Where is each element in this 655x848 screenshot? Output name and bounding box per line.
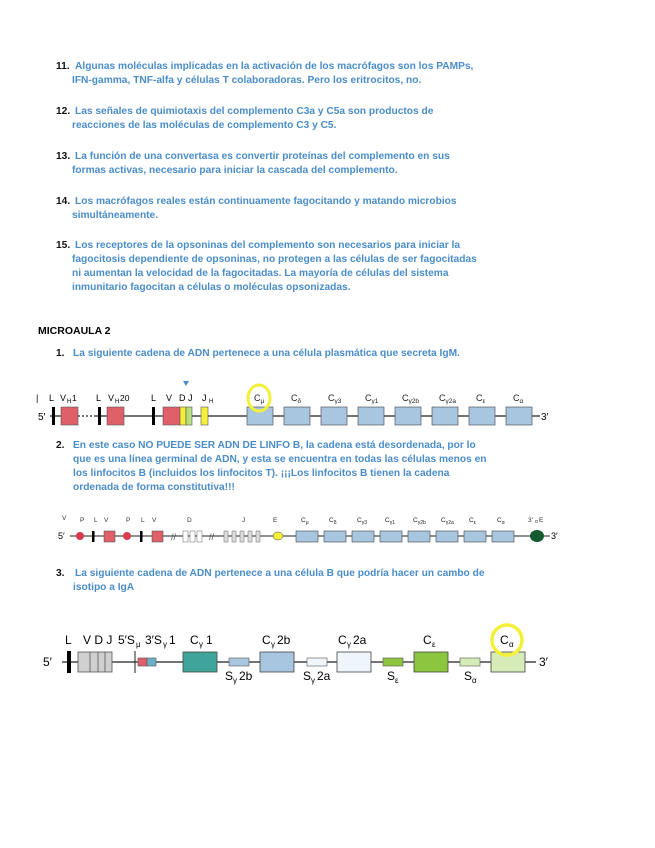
svg-text:2a: 2a [317, 669, 331, 683]
svg-text:S: S [225, 669, 234, 683]
item-line: Algunas moléculas implicadas en la activación de los macrófagos son los PAMPs, [75, 61, 474, 72]
svg-text:C: C [190, 633, 199, 647]
item-number: 3. [56, 568, 65, 579]
svg-text:V: V [60, 393, 67, 403]
svg-text:V: V [152, 517, 157, 524]
svg-text:H: H [209, 399, 214, 405]
svg-text:E: E [273, 517, 278, 524]
svg-text:J: J [202, 393, 207, 403]
section-title: MICROAULA 2 [38, 325, 111, 337]
svg-text:C: C [262, 633, 271, 647]
svg-text://: // [171, 532, 177, 542]
item-number: 12. [56, 106, 71, 117]
dna-diagram-class-switch [0, 618, 655, 693]
svg-text:J: J [242, 517, 246, 524]
list-item-13 [56, 150, 616, 178]
constant-label-5: $C_{\gamma 2a}$ [441, 517, 454, 526]
svg-text:S: S [303, 669, 312, 683]
list-item-1 [56, 347, 626, 361]
constant-exon-0 [296, 531, 318, 542]
vh20-exon [107, 407, 124, 425]
constant-exon-2 [321, 407, 347, 425]
svg-text:γ: γ [199, 640, 203, 649]
svg-text:V: V [62, 515, 67, 522]
list-item-15 [56, 239, 616, 295]
vh1-exon [61, 407, 78, 425]
five-prime-label: 5′ [38, 412, 46, 423]
item-line: inmunitario fagocitan a células o moléculas opsonizadas. [72, 282, 351, 293]
svg-text:α: α [472, 676, 477, 685]
svg-text:S: S [464, 669, 473, 683]
leader-label: L [49, 393, 55, 403]
svg-text:1: 1 [72, 393, 77, 403]
constant-exon-1 [324, 531, 346, 542]
svg-text:γ: γ [163, 640, 167, 649]
item-line: que es una línea germinal de ADN, y esta se encuentra en todas las células menos en [73, 454, 487, 465]
svg-text:1: 1 [169, 633, 176, 647]
constant-label-5: $C_{\gamma 2a}$ [439, 393, 456, 405]
dna-diagram-plasma-cell [0, 376, 655, 430]
svg-text:ε: ε [395, 676, 399, 685]
svg-text:2b: 2b [239, 669, 253, 683]
item-line: IFN-gamma, TNF-alfa y células T colaboradoras. Pero los eritrocitos, no. [72, 75, 422, 86]
constant-label-2: $C_{\gamma 3}$ [328, 393, 342, 405]
constant-label-0: $C_\mu$ [301, 517, 309, 526]
dna-diagram-germline [0, 512, 655, 552]
list-item-2 [56, 439, 636, 495]
svg-text:E: E [539, 517, 544, 524]
constant-exon-4 [408, 531, 430, 542]
constant-exon-5 [436, 531, 458, 542]
item-line: Los receptores de la opsoninas del complemento son necesarios para iniciar la [75, 240, 460, 251]
constant-exon-5 [432, 407, 458, 425]
item-number: 11. [56, 61, 70, 72]
three-prime-label: 3′ [541, 412, 549, 423]
svg-text:3′: 3′ [528, 517, 533, 524]
constant-label-1: $C_\delta$ [329, 517, 337, 526]
svg-text:C: C [423, 633, 432, 647]
item-line: isotipo a IgA [73, 582, 135, 593]
svg-text:ε: ε [432, 640, 436, 649]
svg-text:L: L [151, 393, 157, 403]
constant-region-group [296, 517, 514, 542]
svg-text:3′S: 3′S [145, 633, 162, 647]
svg-text://: // [209, 532, 215, 542]
item-line: En este caso NO PUEDE SER ADN DE LINFO B, la cadena está desordenada, por lo [73, 440, 476, 451]
svg-text:L: L [65, 633, 72, 647]
item-number: 15. [56, 240, 71, 251]
svg-text:3′: 3′ [551, 531, 558, 541]
item-line: Las señales de quimiotaxis del complemento C3a y C5a son productos de [75, 106, 434, 117]
vdj-v-exon [163, 407, 180, 425]
svg-text:H: H [115, 399, 120, 405]
constant-exon-6 [464, 531, 486, 542]
svg-text:P: P [80, 517, 85, 524]
item-line: fagocitosis dependiente de opsoninas, no protegen a las células de ser fagocitadas [72, 254, 477, 265]
svg-text:2b: 2b [277, 633, 291, 647]
svg-text:20: 20 [120, 393, 130, 403]
list-item-12 [56, 105, 616, 133]
svg-text:1: 1 [206, 633, 213, 647]
svg-text:5′: 5′ [58, 531, 65, 541]
constant-label-4: $C_{\gamma 2b}$ [402, 393, 419, 405]
constant-exon-3 [358, 407, 384, 425]
svg-text:V D J: V D J [83, 633, 113, 647]
item-number: 2. [56, 440, 65, 451]
constant-exon-1 [284, 407, 310, 425]
constant-exon-7 [506, 407, 532, 425]
constant-exon-6 [469, 407, 495, 425]
svg-text:S: S [387, 669, 396, 683]
item-line: ni aumentan la velocidad de la fagocitadas. La mayoría de células del sistema [72, 268, 449, 279]
item-line: formas activas, necesario para iniciar la cascada del complemento. [72, 165, 398, 176]
svg-text:5′S: 5′S [118, 633, 135, 647]
list-item-14 [56, 195, 616, 223]
svg-text:|: | [36, 393, 39, 403]
svg-text:V: V [166, 393, 173, 403]
svg-text:α: α [535, 519, 538, 525]
svg-text:γ: γ [311, 676, 315, 685]
svg-text:γ: γ [233, 676, 237, 685]
svg-text:3′: 3′ [539, 655, 548, 669]
item-number: 13. [56, 151, 71, 162]
constant-label-6: $C_\varepsilon$ [469, 517, 476, 526]
list-item-3 [56, 567, 636, 595]
item-line: La siguiente cadena de ADN pertenece a una célula plasmática que secreta IgM. [73, 348, 460, 359]
svg-text:α: α [509, 640, 514, 649]
svg-text:L: L [96, 393, 102, 403]
item-line: los linfocitos B (incluidos los linfocitos T). ¡¡¡Los linfocitos B tienen la cadena [73, 468, 450, 479]
svg-text:V: V [104, 517, 109, 524]
svg-text:γ: γ [347, 640, 351, 649]
svg-text:5′: 5′ [43, 655, 52, 669]
item-number: 1. [56, 348, 65, 359]
constant-label-4: $C_{\gamma 2b}$ [413, 517, 426, 526]
item-line: Los macrófagos reales están continuamente fagocitando y matando microbios [75, 196, 457, 207]
svg-text:γ: γ [271, 640, 275, 649]
item-line: La función de una convertasa es convertir proteínas del complemento en sus [75, 151, 450, 162]
constant-label-7: $C_\alpha$ [513, 393, 524, 405]
list-item-11 [56, 60, 616, 88]
svg-text:2a: 2a [353, 633, 367, 647]
item-line: ordenada de forma constitutiva!!! [73, 482, 235, 493]
item-line: La siguiente cadena de ADN pertenece a una célula B que podría hacer un cambo de [75, 568, 485, 579]
item-line: simultáneamente. [72, 210, 159, 221]
constant-label-6: $C_\varepsilon$ [476, 393, 486, 405]
svg-text:D J: D J [179, 393, 193, 403]
constant-label-2: $C_{\gamma 3}$ [357, 517, 367, 526]
arrow-marker-icon [183, 381, 189, 386]
constant-label-0: $C_\mu$ [254, 393, 265, 405]
svg-text:C: C [500, 633, 509, 647]
constant-exon-2 [352, 531, 374, 542]
constant-exon-3 [380, 531, 402, 542]
svg-text:C: C [338, 633, 347, 647]
svg-text:H: H [67, 399, 72, 405]
item-number: 14. [56, 196, 71, 207]
svg-text:L: L [141, 517, 145, 524]
svg-text:P: P [126, 517, 131, 524]
svg-text:D: D [187, 517, 192, 524]
svg-text:μ: μ [136, 640, 141, 649]
constant-exon-7 [492, 531, 514, 542]
constant-exon-4 [395, 407, 421, 425]
constant-label-3: $C_{\gamma 1}$ [385, 517, 395, 526]
svg-text:L: L [94, 517, 98, 524]
svg-text:V: V [108, 393, 115, 403]
constant-region-group [247, 393, 532, 425]
constant-label-1: $C_\delta$ [291, 393, 302, 405]
constant-label-7: $C_\alpha$ [497, 517, 505, 526]
constant-label-3: $C_{\gamma 1}$ [365, 393, 379, 405]
item-line: reacciones de las moléculas de complemento C3 y C5. [72, 120, 337, 131]
